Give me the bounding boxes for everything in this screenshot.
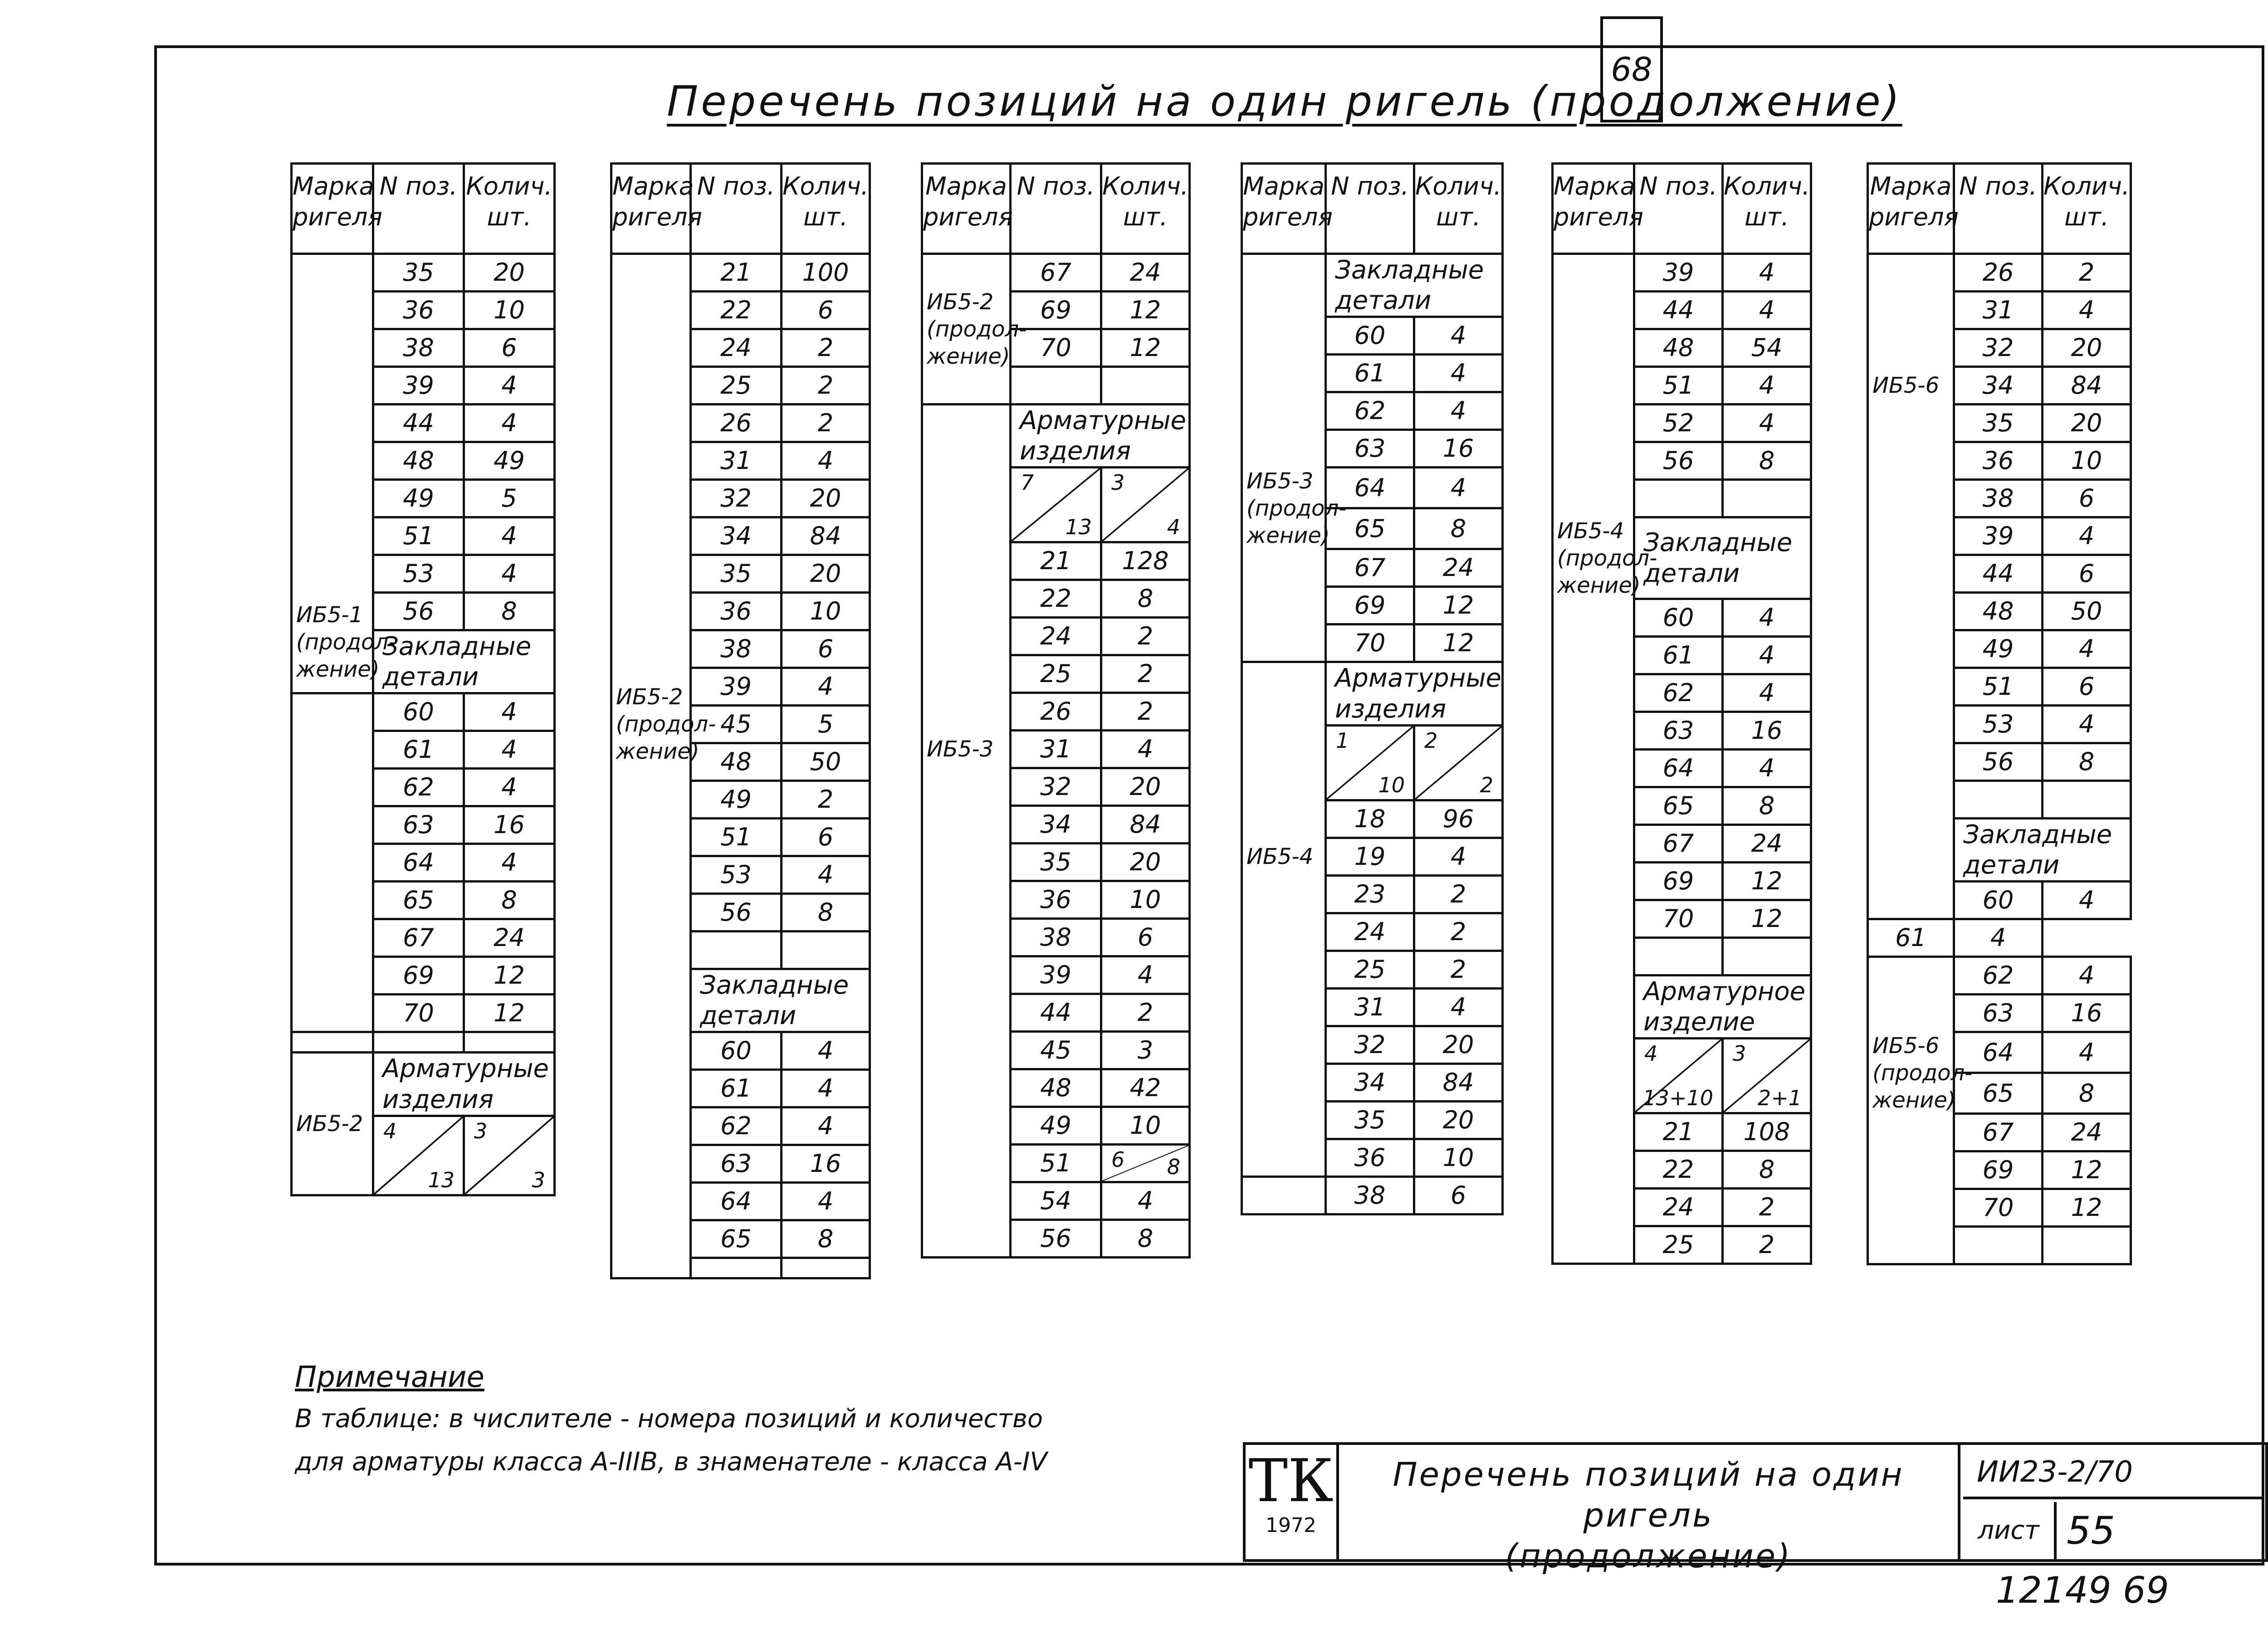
title-block-line-2: (продолжение) xyxy=(1505,1537,1792,1575)
note xyxy=(295,1361,1047,1490)
note-line-1: В таблице: в числителе - номера позиций и количество xyxy=(295,1404,1043,1434)
title-block-line-1: Перечень позиций на один ригель xyxy=(1393,1455,1904,1534)
title-block-title xyxy=(1339,1445,1960,1575)
header-pos: N поз. xyxy=(373,164,464,254)
spec-table-1: Марка ригеля N поз. Колич. шт. 35 20 36 10 38 6 39 4 44 4 48 49 49 5 51 4 53 4 ИБ5-1 (продол-жение) 56 8 Закладные детали 60 4 61 4 62 4 63 16 64 4 65 8 67 24 69 12 70 12 ИБ5-2 Арматурные изделия 4 13 3 3 xyxy=(290,162,556,1196)
page-number: 68 xyxy=(1600,16,1663,122)
document-code: ИИ23-2/70 xyxy=(1963,1445,2263,1499)
org-logo: ТК xyxy=(1248,1446,1334,1515)
org-mark xyxy=(1246,1445,1339,1559)
spec-table-3: Марка ригеля N поз. Колич. шт. ИБ5-2 (продол-жение) 67 24 69 12 70 12 Арматурные изделия 7 13 3 4 21 128 22 8 24 2 25 2 26 2 ИБ5-3 31 4 32 20 34 84 35 20 36 10 38 6 39 4 44 2 45 3 48 42 49 10 51 6 8 54 4 56 8 xyxy=(921,162,1191,1258)
header-qty: Колич. шт. xyxy=(464,164,555,254)
title-block xyxy=(1243,1442,2268,1575)
spec-table-2: Марка ригеля N поз. Колич. шт. 21 100 22 6 24 2 25 2 26 2 31 4 32 20 34 84 35 20 36 10 38 6 ИБ5-2 (продол-жение) 39 4 45 5 48 50 49 2 51 6 53 4 56 8 Закладные детали 60 4 61 4 62 4 63 16 64 4 65 8 xyxy=(610,162,871,1279)
spec-table-5: Марка ригеля N поз. Колич. шт. 39 4 44 4 48 54 51 4 52 4 56 8 ИБ5-4 (продол-жение) Закладные детали 60 4 61 4 62 4 63 16 64 4 65 8 67 24 69 12 70 12 Арматурное изделие 4 13+10 3 2+1 21 108 22 8 24 2 25 2 xyxy=(1551,162,1812,1265)
header-mark: Марка ригеля xyxy=(292,164,373,254)
archive-number: 12149 69 xyxy=(1996,1569,2169,1611)
sheet-number: 55 xyxy=(2067,1508,2115,1553)
org-year: 1972 xyxy=(1266,1514,1316,1537)
note-heading: Примечание xyxy=(295,1361,484,1394)
spec-table-4: Марка ригеля N поз. Колич. шт. Закладные детали 60 4 61 4 62 4 63 16 ИБ5-3 (продол-жение) 64 4 65 8 67 24 69 12 70 12 Арматурные изделия 1 10 2 2 18 96 ИБ5-4 19 4 23 2 24 2 25 2 31 4 32 20 34 84 35 20 36 10 38 6 xyxy=(1241,162,1504,1215)
spec-table-6: Марка ригеля N поз. Колич. шт. 26 2 31 4 32 20 ИБ5-6 34 84 35 20 36 10 38 6 39 4 44 6 48 50 49 4 51 6 53 4 56 8 Закладные детали 60 4 61 4 62 4 63 16 ИБ5-6 (продол-жение) 64 4 65 8 67 24 69 12 70 12 xyxy=(1867,162,2132,1265)
note-line-2: для арматуры класса А-IIIВ, в знаменателе - класса А-IV xyxy=(295,1447,1047,1477)
sheet-label: лист xyxy=(1963,1502,2057,1559)
page-title: Перечень позиций на один ригель (продолжение) xyxy=(667,77,1902,126)
